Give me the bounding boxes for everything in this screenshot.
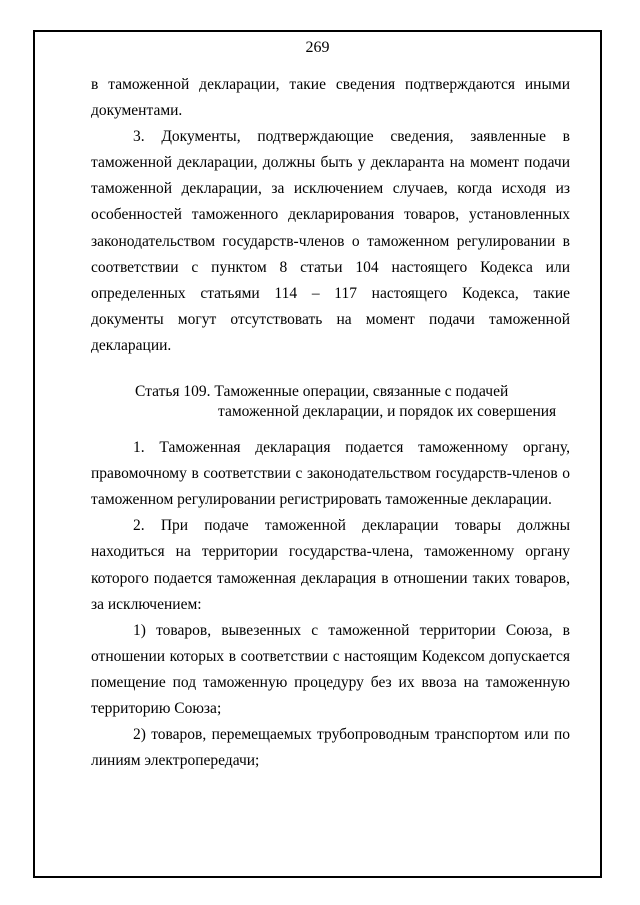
page-frame xyxy=(33,30,602,878)
article-heading xyxy=(91,382,570,422)
page-number: 269 xyxy=(305,39,330,56)
article-heading-line-1: Статья 109. Таможенные операции, связанные с подачей xyxy=(135,383,509,401)
paragraph-subclause-1: 1) товаров, вывезенных с таможенной территории Союза, в отношении которых в соответствии с настоящим Кодексом допускается помещение под таможенную процедуру без их ввоза на таможенную территорию Союза; xyxy=(91,621,570,717)
paragraph-clause-3: 3. Документы, подтверждающие сведения, заявленные в таможенной декларации, должны быть у декларанта на момент подачи таможенной декларации, за исключением случаев, когда исходя из особенностей таможенного декларирования товаров, установленных законодательством государств-членов о таможенном регулировании в соответствии с пунктом 8 статьи 104 настоящего Кодекса или определенных статьями 114 – 117 настоящего Кодекса, такие документы могут отсутствовать на момент подачи таможенной декларации. xyxy=(91,128,570,354)
article-heading-line-2: таможенной декларации, и порядок их совершения xyxy=(218,403,557,421)
paragraph-continuation: в таможенной декларации, такие сведения подтверждаются иными документами. xyxy=(91,76,570,120)
paragraph-subclause-2: 2) товаров, перемещаемых трубопроводным транспортом или по линиям электропередачи; xyxy=(91,726,570,770)
paragraph-clause-2: 2. При подаче таможенной декларации товары должны находиться на территории государства-члена, таможенному органу которого подается таможенная декларация в отношении таких товаров, за исключением: xyxy=(91,517,570,613)
paragraph-clause-1: 1. Таможенная декларация подается таможенному органу, правомочному в соответствии с законодательством государств-членов о таможенном регулировании регистрировать таможенные декларации. xyxy=(91,439,570,509)
document-body xyxy=(91,72,570,774)
